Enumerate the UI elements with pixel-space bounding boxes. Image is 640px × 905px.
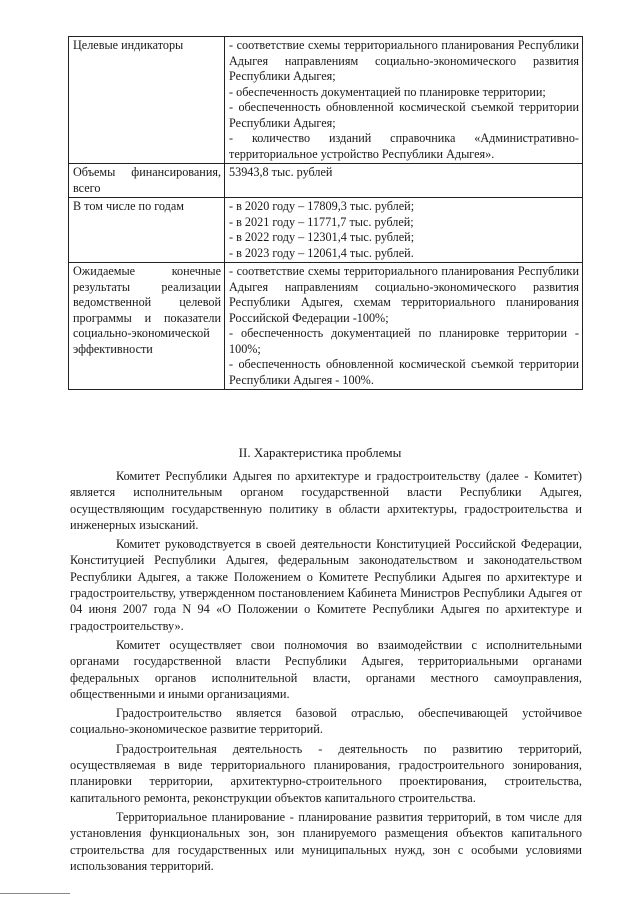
- value-line: - в 2021 году – 11771,7 тыс. рублей;: [229, 214, 414, 229]
- value-line: 53943,8 тыс. рублей: [229, 165, 333, 179]
- paragraph: Комитет руководствуется в своей деятельности Конституцией Российской Федерации, Конституцией Республики Адыгея, федеральным законодательством и законодательством Республики Адыгея, а также Положением о Комитете Республики Адыгея по архитектуре и градостроительству, утвержденном постановлением Кабинета Министров Республики Адыгея от 04 июня 2007 года N 94 «О Положении о Комитете Республики Адыгея по архитектуре и градостроительству».: [70, 537, 582, 633]
- value-line: - обеспеченность документацией по планировке территории;: [229, 84, 546, 99]
- value-line: - обеспеченность обновленной космической съемкой территории Республики Адыгея - 100%.: [229, 357, 579, 387]
- table-row: [69, 198, 583, 263]
- program-passport-table: [68, 36, 583, 390]
- paragraph: Территориальное планирование - планирование развития территорий, в том числе для установления функциональных зон, зон планируемого размещения объектов капитального строительства для государственных или муниципальных нужд, зон с особыми условиями использования территорий.: [70, 809, 582, 873]
- row-label: Целевые индикаторы: [69, 37, 225, 164]
- row-value: [225, 198, 583, 263]
- value-line: - в 2023 году – 12061,4 тыс. рублей.: [229, 245, 414, 260]
- paragraph: Градостроительство является базовой отраслью, обеспечивающей устойчивое социально-экономическое развитие территорий.: [70, 706, 582, 737]
- table-row: [69, 164, 583, 198]
- section-body: [70, 468, 582, 877]
- paragraph: Комитет осуществляет свои полномочия во взаимодействии с исполнительными органами государственной власти Республики Адыгея, территориальными органами федеральных органов исполнительной власти, органами местного самоуправления, общественными и иными организациями.: [70, 637, 582, 701]
- value-line: - в 2020 году – 17809,3 тыс. рублей;: [229, 199, 415, 213]
- value-line: - соответствие схемы территориального планирования Республики Адыгея направлениям социально-экономического развития Республики Адыгея, схемам территориального планирования Российской Федерации -100%;: [229, 264, 579, 325]
- row-value: [225, 263, 583, 390]
- table-row: [69, 263, 583, 390]
- value-line: - обеспеченность документацией по планировке территории - 100%;: [229, 326, 579, 356]
- value-line: - соответствие схемы территориального планирования Республики Адыгея направлениям социально-экономического развития Республики Адыгея;: [229, 38, 579, 83]
- row-label: Объемы финансирования, всего: [69, 164, 225, 198]
- row-label: В том числе по годам: [69, 198, 225, 263]
- row-label: Ожидаемые конечные результаты реализации ведомственной целевой программы и показатели социально-экономической эффективности: [69, 263, 225, 390]
- value-line: - обеспеченность обновленной космической съемкой территории Республики Адыгея;: [229, 100, 579, 130]
- value-line: - количество изданий справочника «Административно-территориальное устройство Республики Адыгея».: [229, 131, 579, 161]
- footer-rule: [0, 893, 70, 894]
- table-row: [69, 37, 583, 164]
- section-title: II. Характеристика проблемы: [238, 445, 402, 460]
- paragraph: Комитет Республики Адыгея по архитектуре и градостроительству (далее - Комитет) является исполнительным органом государственной власти Республики Адыгея, осуществляющим государственную политику в области архитектуры, градостроительства и инженерных изысканий.: [70, 469, 582, 532]
- row-value: [225, 164, 583, 198]
- paragraph: Градостроительная деятельность - деятельность по развитию территорий, осуществляемая в виде территориального планирования, градостроительного зонирования, планировки территории, архитектурно-строительного проектирования, строительства, капитального ремонта, реконструкции объектов капитального строительства.: [70, 741, 582, 805]
- value-line: - в 2022 году – 12301,4 тыс. рублей;: [229, 230, 415, 244]
- row-value: [225, 37, 583, 164]
